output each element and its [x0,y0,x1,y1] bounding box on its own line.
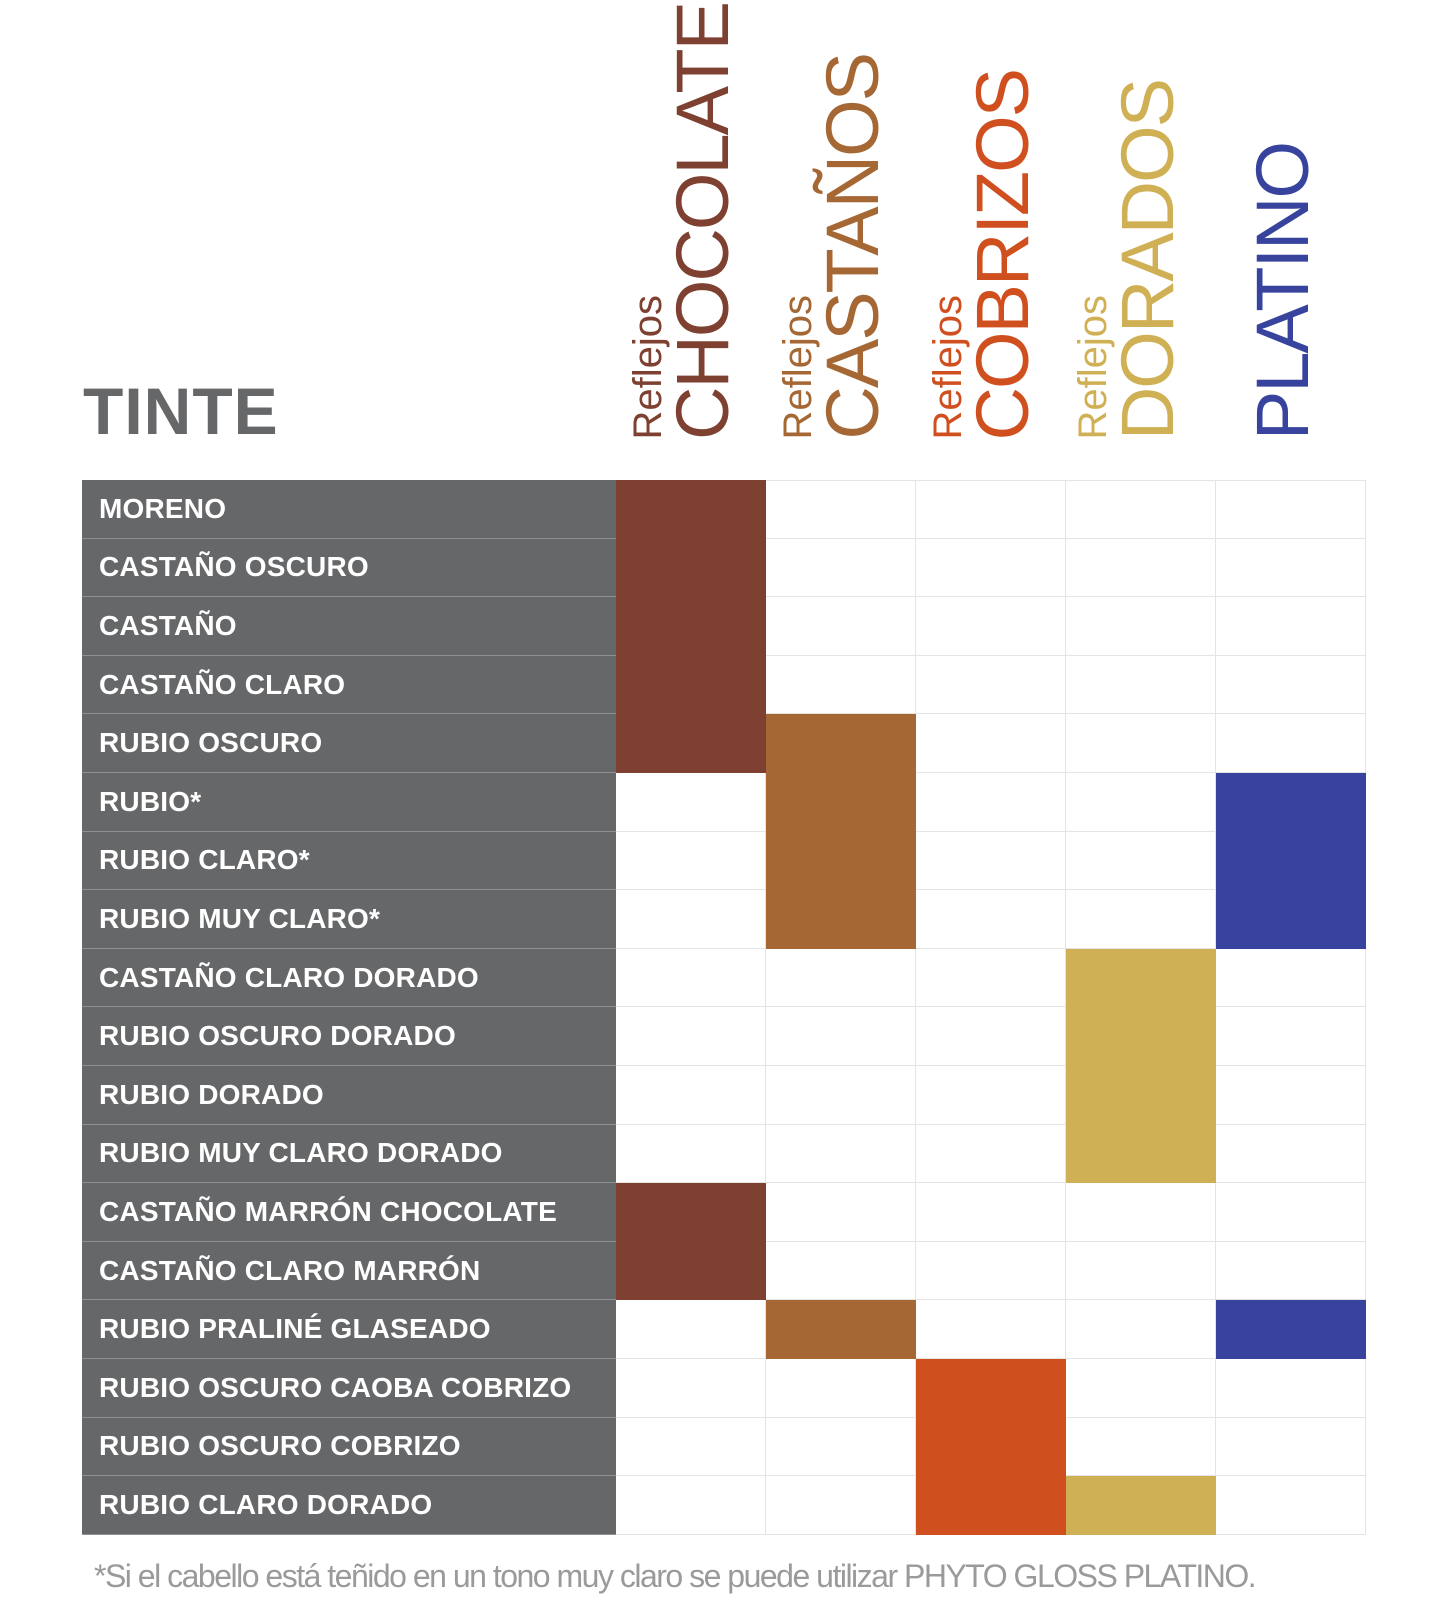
column-name: CHOCOLATE [661,2,744,440]
table-cell-marked [616,480,766,539]
table-cell [916,1125,1066,1184]
column-name: DORADOS [1106,79,1189,440]
table-cell [1216,480,1366,539]
table-cell-marked [916,1476,1066,1535]
table-cell-marked [766,714,916,773]
row-label: CASTAÑO CLARO DORADO [82,949,616,1008]
row-label: CASTAÑO CLARO MARRÓN [82,1242,616,1301]
column-header-2 [758,20,908,440]
color-compatibility-table [82,480,1366,1535]
table-cell-marked [916,1418,1066,1477]
footnote: *Si el cabello está teñido en un tono muy claro se puede utilizar PHYTO GLOSS PLATINO. [94,1558,1256,1594]
row-label: RUBIO OSCURO COBRIZO [82,1418,616,1477]
table-cell [1066,1359,1216,1418]
table-cell [616,1007,766,1066]
row-label: MORENO [82,480,616,539]
table-cell [1066,656,1216,715]
table-cell-marked [1216,1300,1366,1359]
row-label: RUBIO* [82,773,616,832]
table-cell-marked [616,1242,766,1301]
table-cell [766,539,916,598]
table-cell [616,949,766,1008]
table-cell [616,832,766,891]
table-cell [1216,1183,1366,1242]
column-prefix: Reflejos [1071,295,1115,440]
table-cell [916,1183,1066,1242]
column-name: COBRIZOS [961,69,1044,440]
table-cell [766,597,916,656]
row-label: RUBIO CLARO* [82,832,616,891]
table-cell-marked [616,539,766,598]
table-cell [616,1359,766,1418]
column-header-1 [608,2,758,440]
table-cell [1216,714,1366,773]
table-cell-marked [1066,1476,1216,1535]
row-label: RUBIO DORADO [82,1066,616,1125]
table-cell [1216,1007,1366,1066]
row-label: CASTAÑO MARRÓN CHOCOLATE [82,1183,616,1242]
table-cell-marked [766,773,916,832]
table-cell [1066,773,1216,832]
table-cell [1066,1242,1216,1301]
table-cell [916,1007,1066,1066]
table-cell [1216,1476,1366,1535]
row-label: RUBIO PRALINÉ GLASEADO [82,1300,616,1359]
column-prefix: Reflejos [776,295,820,440]
row-label: RUBIO OSCURO [82,714,616,773]
table-cell [766,1418,916,1477]
table-cell-marked [616,597,766,656]
column-header-5 [1198,20,1348,440]
table-cell [616,1418,766,1477]
table-cell [766,1125,916,1184]
row-label: CASTAÑO [82,597,616,656]
table-cell [1216,1066,1366,1125]
table-cell [916,1066,1066,1125]
row-label: RUBIO OSCURO CAOBA COBRIZO [82,1359,616,1418]
table-cell-marked [766,1300,916,1359]
table-cell [1066,480,1216,539]
column-name: CASTAÑOS [811,54,894,440]
table-cell [1216,1418,1366,1477]
table-cell-marked [1216,832,1366,891]
row-label: RUBIO OSCURO DORADO [82,1007,616,1066]
table-cell-marked [616,1183,766,1242]
column-name: PLATINO [1241,142,1324,440]
table-cell [766,1066,916,1125]
table-cell [616,1476,766,1535]
table-cell [766,949,916,1008]
table-cell [916,656,1066,715]
column-header-4 [1053,20,1203,440]
table-cell-marked [1066,1066,1216,1125]
table-cell-marked [1216,890,1366,949]
column-prefix: Reflejos [626,295,670,440]
table-cell [616,773,766,832]
table-cell [1066,1183,1216,1242]
table-cell [916,832,1066,891]
page-title: TINTE [83,374,279,448]
table-cell [1066,597,1216,656]
table-cell [1066,539,1216,598]
table-cell [916,773,1066,832]
table-cell [766,1183,916,1242]
table-cell [1066,1300,1216,1359]
row-label: RUBIO CLARO DORADO [82,1476,616,1535]
table-cell [916,480,1066,539]
table-cell-marked [766,832,916,891]
table-cell-marked [916,1359,1066,1418]
table-cell [1216,1125,1366,1184]
table-cell-marked [1066,1007,1216,1066]
column-header-3 [908,20,1058,440]
table-cell [916,949,1066,1008]
row-label: RUBIO MUY CLARO* [82,890,616,949]
table-cell [1216,1242,1366,1301]
table-cell [916,539,1066,598]
table-cell-marked [766,890,916,949]
table-cell [766,480,916,539]
row-label: CASTAÑO OSCURO [82,539,616,598]
table-cell [1216,539,1366,598]
table-cell [616,1300,766,1359]
table-cell-marked [1066,1125,1216,1184]
column-prefix: Reflejos [926,295,970,440]
table-cell-marked [1066,949,1216,1008]
table-cell [916,597,1066,656]
table-cell-marked [616,714,766,773]
table-cell [1216,656,1366,715]
table-cell [616,1066,766,1125]
table-cell [766,1007,916,1066]
table-cell [916,1300,1066,1359]
table-cell [1216,949,1366,1008]
table-cell [1066,890,1216,949]
table-cell [916,714,1066,773]
table-cell [766,1476,916,1535]
table-cell-marked [616,656,766,715]
table-cell [1066,832,1216,891]
table-cell [616,890,766,949]
table-cell [766,656,916,715]
table-cell [1216,597,1366,656]
table-cell-marked [1216,773,1366,832]
table-cell [916,1242,1066,1301]
row-label: CASTAÑO CLARO [82,656,616,715]
table-cell [616,1125,766,1184]
table-cell [766,1242,916,1301]
row-label: RUBIO MUY CLARO DORADO [82,1125,616,1184]
table-cell [916,890,1066,949]
table-cell [1066,714,1216,773]
table-cell [1216,1359,1366,1418]
table-cell [766,1359,916,1418]
table-cell [1066,1418,1216,1477]
